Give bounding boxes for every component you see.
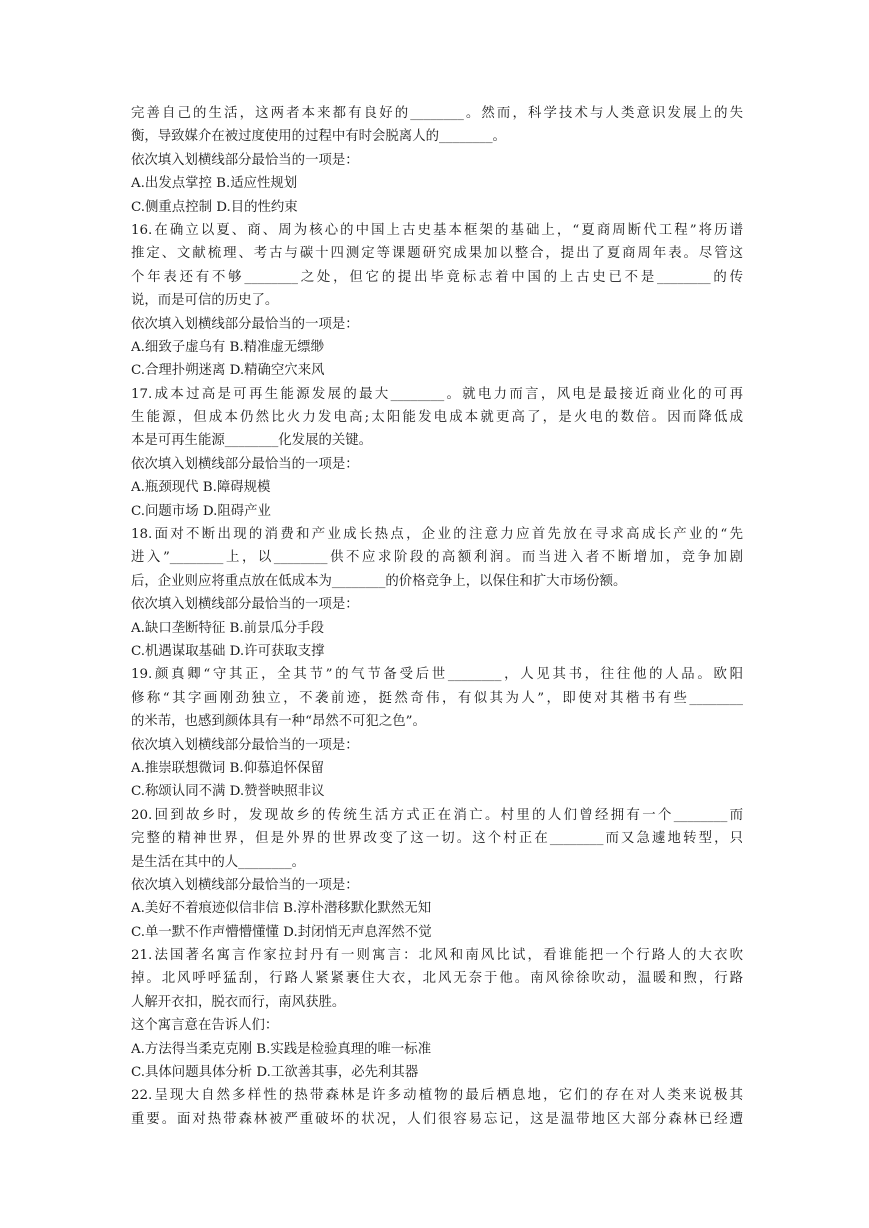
text-line: 这个寓言意在告诉人们： [131,1018,279,1034]
text-line: 22.呈现大自然多样性的热带森林是许多动植物的最后栖息地，它们的存在对人类来说极其 [131,1088,743,1104]
text-line: 依次填入划横线部分最恰当的一项是： [131,597,359,613]
text-line: A.缺口垄断特征 B.前景瓜分手段 [131,620,324,636]
text-line: 17.成本过高是可再生能源发展的最大________。就电力而言，风电是最接近商业化的可再 [131,386,743,402]
text-line: C.称颂认同不满 D.赞誉映照非议 [131,784,325,800]
text-line: 本是可再生能源________化发展的关键。 [131,433,373,449]
text-line: A.推崇联想微词 B.仰慕追怀保留 [131,760,324,776]
text-line: 重要。面对热带森林被严重破坏的状况，人们很容易忘记，这是温带地区大部分森林已经遭 [131,1111,743,1127]
text-line: 个年表还有不够________之处，但它的提出毕竟标志着中国的上古史已不是________的传 [131,269,743,285]
text-line: 掉。北风呼呼猛刮，行路人紧紧裹住大衣，北风无奈于他。南风徐徐吹动，温暖和煦，行路 [131,971,743,987]
text-line: A.方法得当柔克克刚 B.实践是检验真理的唯一标准 [131,1041,432,1057]
text-line: 生能源，但成本仍然比火力发电高;太阳能发电成本就更高了，是火电的数倍。因而降低成 [131,410,743,426]
text-line: 依次填入划横线部分最恰当的一项是： [131,456,359,472]
text-line: C.单一默不作声懵懵懂懂 D.封闭悄无声息浑然不觉 [131,924,432,940]
text-line: 的米芾，也感到颜体具有一种“昂然不可犯之色”。 [131,714,426,730]
text-line: 21.法国著名寓言作家拉封丹有一则寓言：北风和南风比试，看谁能把一个行路人的大衣吹 [131,948,743,964]
text-line: C.侧重点控制 D.目的性约束 [131,199,298,215]
text-line: C.机遇谋取基础 D.许可获取支撑 [131,643,325,659]
text-line: 依次填入划横线部分最恰当的一项是： [131,737,359,753]
text-line: 衡，导致媒介在被过度使用的过程中有时会脱离人的________。 [131,129,506,145]
text-line: 推定、文献梳理、考古与碳十四测定等课题研究成果加以整合，提出了夏商周年表。尽管这 [131,246,743,262]
text-line: A.瓶颈现代 B.障碍规模 [131,480,271,496]
text-line: 依次填入划横线部分最恰当的一项是： [131,877,359,893]
text-line: 是生活在其中的人________。 [131,854,306,870]
text-line: 19.颜真卿“守其正，全其节”的气节备受后世________，人见其书，往往他的人品。欧阳 [131,667,743,683]
text-line: 依次填入划横线部分最恰当的一项是： [131,152,359,168]
text-line: C.具体问题具体分析 D.工欲善其事，必先利其器 [131,1065,419,1081]
text-line: A.出发点掌控 B.适应性规划 [131,176,298,192]
document-page [131,102,743,1131]
text-line: 依次填入划横线部分最恰当的一项是： [131,316,359,332]
text-line: A.美好不着痕迹似信非信 B.淳朴潜移默化默然无知 [131,901,432,917]
text-line: C.合理扑朔迷离 D.精确空穴来风 [131,363,325,379]
text-line: 16.在确立以夏、商、周为核心的中国上古史基本框架的基础上，“夏商周断代工程”将历谱 [131,222,743,238]
text-line: C.问题市场 D.阻碍产业 [131,503,271,519]
text-line: 完整的精神世界，但是外界的世界改变了这一切。这个村正在________而又急遽地转型，只 [131,831,743,847]
text-line: 进入”________上，以________供不应求阶段的高额利润。而当进入者不断增加，竞争加剧 [131,550,743,566]
text-line: 20.回到故乡时，发现故乡的传统生活方式正在消亡。村里的人们曾经拥有一个________而 [131,807,743,823]
text-line: 后，企业则应将重点放在低成本为________的价格竞争上，以保住和扩大市场份额。 [131,573,627,589]
text-line: A.细致子虚乌有 B.精准虚无缥缈 [131,339,324,355]
text-line: 18.面对不断出现的消费和产业成长热点，企业的注意力应首先放在寻求高成长产业的“先 [131,527,743,543]
text-line: 完善自己的生活，这两者本来都有良好的________。然而，科学技术与人类意识发展上的失 [131,106,743,121]
text-line: 人解开衣扣，脱衣而行，南风获胜。 [131,994,346,1010]
text-line: 说，而是可信的历史了。 [131,293,279,309]
text-line: 修称“其字画刚劲独立，不袭前迹，挺然奇伟，有似其为人”，即使对其楷书有些________ [131,690,743,706]
